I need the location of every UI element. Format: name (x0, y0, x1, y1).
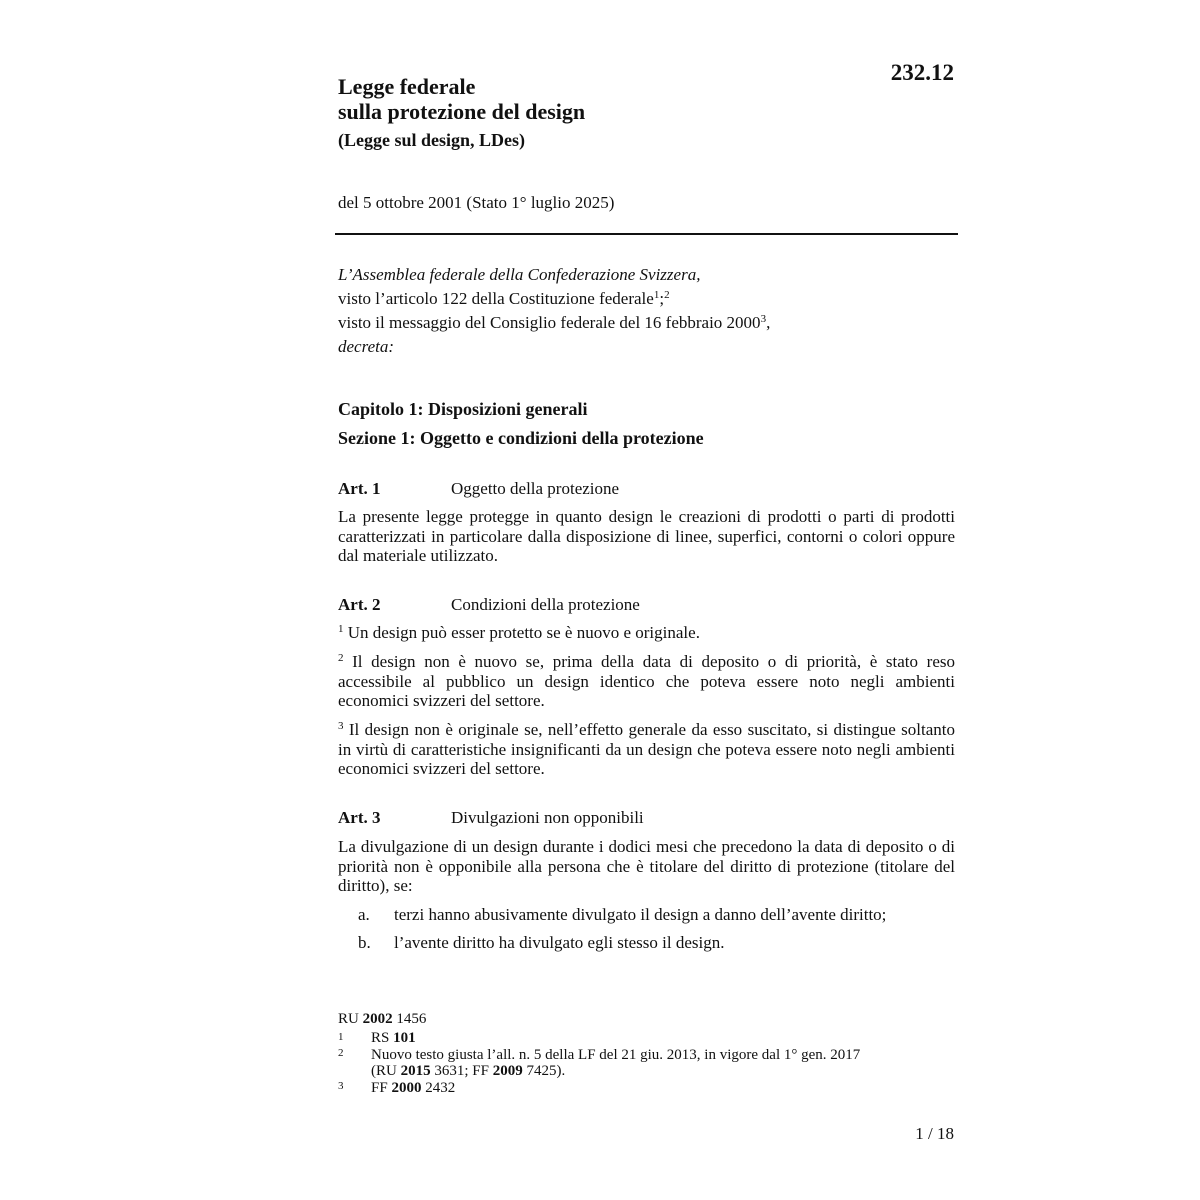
item-letter: b. (358, 933, 371, 952)
article-3-item-b (358, 933, 725, 953)
article-2-paragraph-2: $^2$ Il design non è nuovo se, prima della data di deposito o di priorità, è stato reso accessibile al pubblico un design identico che poteva essere noto negli ambienti economici svizzeri del settore. (338, 652, 955, 710)
title-line-1: Legge federale (338, 74, 476, 99)
article-title: Condizioni della protezione (451, 595, 640, 614)
article-3-heading (338, 808, 644, 828)
preamble-decree: decreta: (338, 337, 395, 356)
article-3-item-a (358, 905, 886, 925)
footnote-3-text: FF 2000 2432 (371, 1080, 456, 1096)
preamble-assembly: L’Assemblea federale della Confederazione Svizzera, (338, 265, 701, 284)
article-number: Art. 3 (338, 808, 381, 827)
preamble-constitution: visto l’articolo 122 della Costituzione federale$^1$;$^2$ (338, 289, 670, 308)
footnote-2-text: Nuovo testo giusta l’all. n. 5 della LF del 21 giu. 2013, in vigore dal 1° gen. 2017 (RU 2015 3631; FF 2009 7425). (371, 1047, 861, 1079)
law-title (338, 74, 838, 124)
footnote-3-number: 3 (338, 1080, 344, 1092)
footnote-1-text: RS 101 (371, 1030, 416, 1046)
header-divider (335, 233, 958, 235)
article-1-text: La presente legge protegge in quanto design le creazioni di prodotti o parti di prodotti caratterizzati in particolare dalla disposizione di linee, superfici, contorni o colori oppure dal materiale utilizzato. (338, 507, 955, 565)
sr-number: 232.12 (890, 60, 954, 85)
article-title: Divulgazioni non opponibili (451, 808, 644, 827)
title-line-2: sulla protezione del design (338, 99, 586, 124)
page-number: 1 / 18 (915, 1124, 954, 1143)
footnote-ref-2[interactable]: 2 (664, 289, 670, 301)
article-3-text: La divulgazione di un design durante i dodici mesi che precedono la data di deposito o di priorità non è opponibile alla persona che è titolare del diritto di protezione (titolare del diritto), se: (338, 837, 955, 895)
article-title: Oggetto della protezione (451, 479, 620, 498)
article-2-paragraph-1: $^1$ Un design può esser protetto se è nuovo e originale. (338, 623, 700, 642)
preamble (338, 263, 958, 359)
footnote-2-number: 2 (338, 1047, 344, 1059)
article-2-heading (338, 595, 640, 615)
law-subtitle: (Legge sul design, LDes) (338, 130, 526, 150)
law-date: del 5 ottobre 2001 (Stato 1° luglio 2025) (338, 193, 615, 212)
ru-reference: RU 2002 1456 (338, 1011, 427, 1027)
section-heading: Sezione 1: Oggetto e condizioni della protezione (338, 428, 704, 448)
footnote-ref-3[interactable]: 3 (760, 313, 767, 325)
preamble-message: visto il messaggio del Consiglio federale del 16 febbraio 2000$^3$, (338, 313, 771, 332)
article-2-paragraph-3: $^3$ Il design non è originale se, nell’effetto generale da esso suscitato, si distingue soltanto in virtù di caratteristiche insignificanti da un design che poteva essere noto negli ambienti economici svizzeri del settore. (338, 720, 955, 778)
article-1-heading (338, 479, 619, 499)
article-number: Art. 2 (338, 595, 381, 614)
footnote-1-number: 1 (338, 1031, 344, 1043)
item-text: terzi hanno abusivamente divulgato il design a danno dell’avente diritto; (394, 905, 887, 924)
footnote-ref-1[interactable]: 1 (653, 289, 660, 301)
chapter-heading: Capitolo 1: Disposizioni generali (338, 399, 588, 419)
item-text: l’avente diritto ha divulgato egli stesso il design. (394, 933, 725, 952)
item-letter: a. (358, 905, 370, 924)
article-number: Art. 1 (338, 479, 381, 498)
